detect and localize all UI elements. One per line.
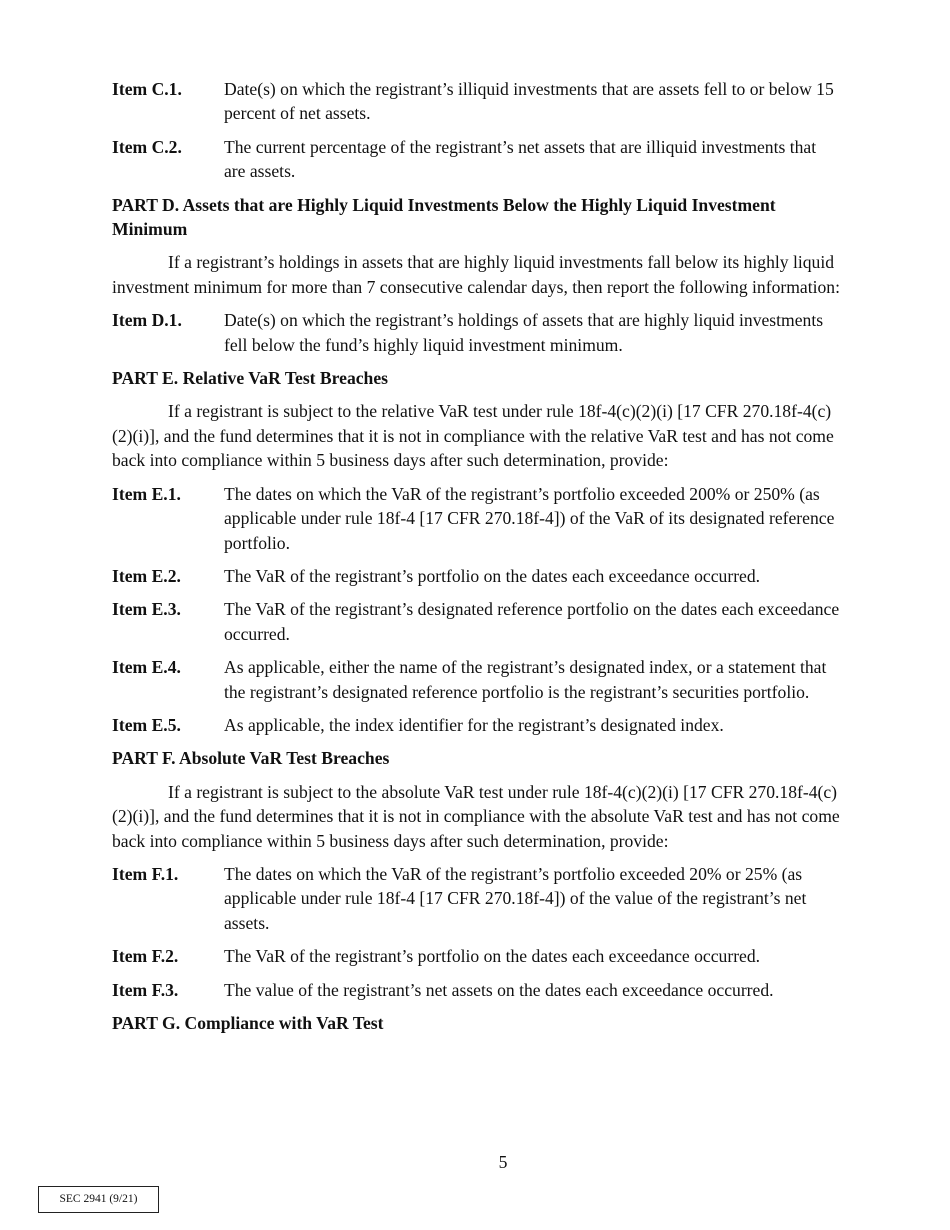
item-text: The value of the registrant’s net assets on the dates each exceedance occurred.	[224, 979, 774, 1000]
item-f3	[112, 978, 840, 1002]
item-f2	[112, 944, 840, 968]
item-text: Date(s) on which the registrant’s holdings of assets that are highly liquid investments fell below the fund’s highly liquid investment minimum.	[224, 310, 824, 355]
item-label: Item F.2.	[112, 946, 179, 967]
item-c1	[112, 77, 840, 126]
item-d1	[112, 308, 840, 357]
document-body	[112, 77, 840, 1044]
item-text: The VaR of the registrant’s portfolio on the dates each exceedance occurred.	[224, 565, 761, 586]
item-label: Item E.1.	[112, 483, 181, 504]
item-text: The dates on which the VaR of the registrant’s portfolio exceeded 20% or 25% (as applicable under rule 18f-4 [17 CFR 270.18f-4]) of the value of the registrant’s net assets.	[224, 863, 807, 933]
item-e1	[112, 482, 840, 555]
item-label: Item E.3.	[112, 599, 181, 620]
item-text: As applicable, the index identifier for the registrant’s designated index.	[224, 714, 724, 735]
item-label: Item E.2.	[112, 565, 181, 586]
item-label: Item E.4.	[112, 657, 181, 678]
part-d-heading: PART D. Assets that are Highly Liquid Investments Below the Highly Liquid Investment Minimum	[112, 194, 776, 240]
part-f-intro: If a registrant is subject to the absolute VaR test under rule 18f-4(c)(2)(i) [17 CFR 270.18f-4(c)(2)(i)], and the fund determines that it is not in compliance with the absolute VaR test and has not come back into compliance within 5 business days after such determination, provide:	[112, 781, 840, 851]
item-e4	[112, 655, 840, 704]
item-text: The VaR of the registrant’s designated reference portfolio on the dates each exceedance occurred.	[224, 599, 840, 644]
item-text: The current percentage of the registrant’s net assets that are illiquid investments that are assets.	[224, 136, 817, 182]
item-label: Item E.5.	[112, 714, 181, 735]
item-text: The dates on which the VaR of the registrant’s portfolio exceeded 200% or 250% (as applicable under rule 18f-4 [17 CFR 270.18f-4]) of the VaR of its designated reference portfolio.	[224, 483, 835, 553]
item-c2	[112, 135, 840, 184]
item-e5	[112, 713, 840, 737]
item-text: As applicable, either the name of the registrant’s designated index, or a statement that the registrant’s designated reference portfolio is the registrant’s securities portfolio.	[224, 657, 827, 702]
part-f-heading: PART F. Absolute VaR Test Breaches	[112, 748, 390, 769]
item-e3	[112, 597, 840, 646]
part-d-intro: If a registrant’s holdings in assets that are highly liquid investments fall below its highly liquid investment minimum for more than 7 consecutive calendar days, then report the following information:	[112, 252, 840, 297]
part-e-heading: PART E. Relative VaR Test Breaches	[112, 368, 388, 389]
item-label: Item C.2.	[112, 136, 182, 157]
item-label: Item C.1.	[112, 79, 182, 99]
item-label: Item F.3.	[112, 979, 179, 1000]
part-e-intro: If a registrant is subject to the relative VaR test under rule 18f-4(c)(2)(i) [17 CFR 270.18f-4(c)(2)(i)], and the fund determines that it is not in compliance with the relative VaR test and has not come back into compliance within 5 business days after such determination, provide:	[112, 401, 834, 471]
item-label: Item D.1.	[112, 310, 182, 331]
item-text: Date(s) on which the registrant’s illiquid investments that are assets fell to or below 15 percent of net assets.	[224, 79, 834, 124]
form-id-label: SEC 2941 (9/21)	[38, 1186, 159, 1213]
item-e2	[112, 564, 840, 588]
item-label: Item F.1.	[112, 863, 179, 884]
page-number: 5	[498, 1152, 508, 1172]
item-text: The VaR of the registrant’s portfolio on the dates each exceedance occurred.	[224, 946, 761, 967]
part-g-heading: PART G. Compliance with VaR Test	[112, 1013, 384, 1033]
item-f1	[112, 862, 840, 935]
